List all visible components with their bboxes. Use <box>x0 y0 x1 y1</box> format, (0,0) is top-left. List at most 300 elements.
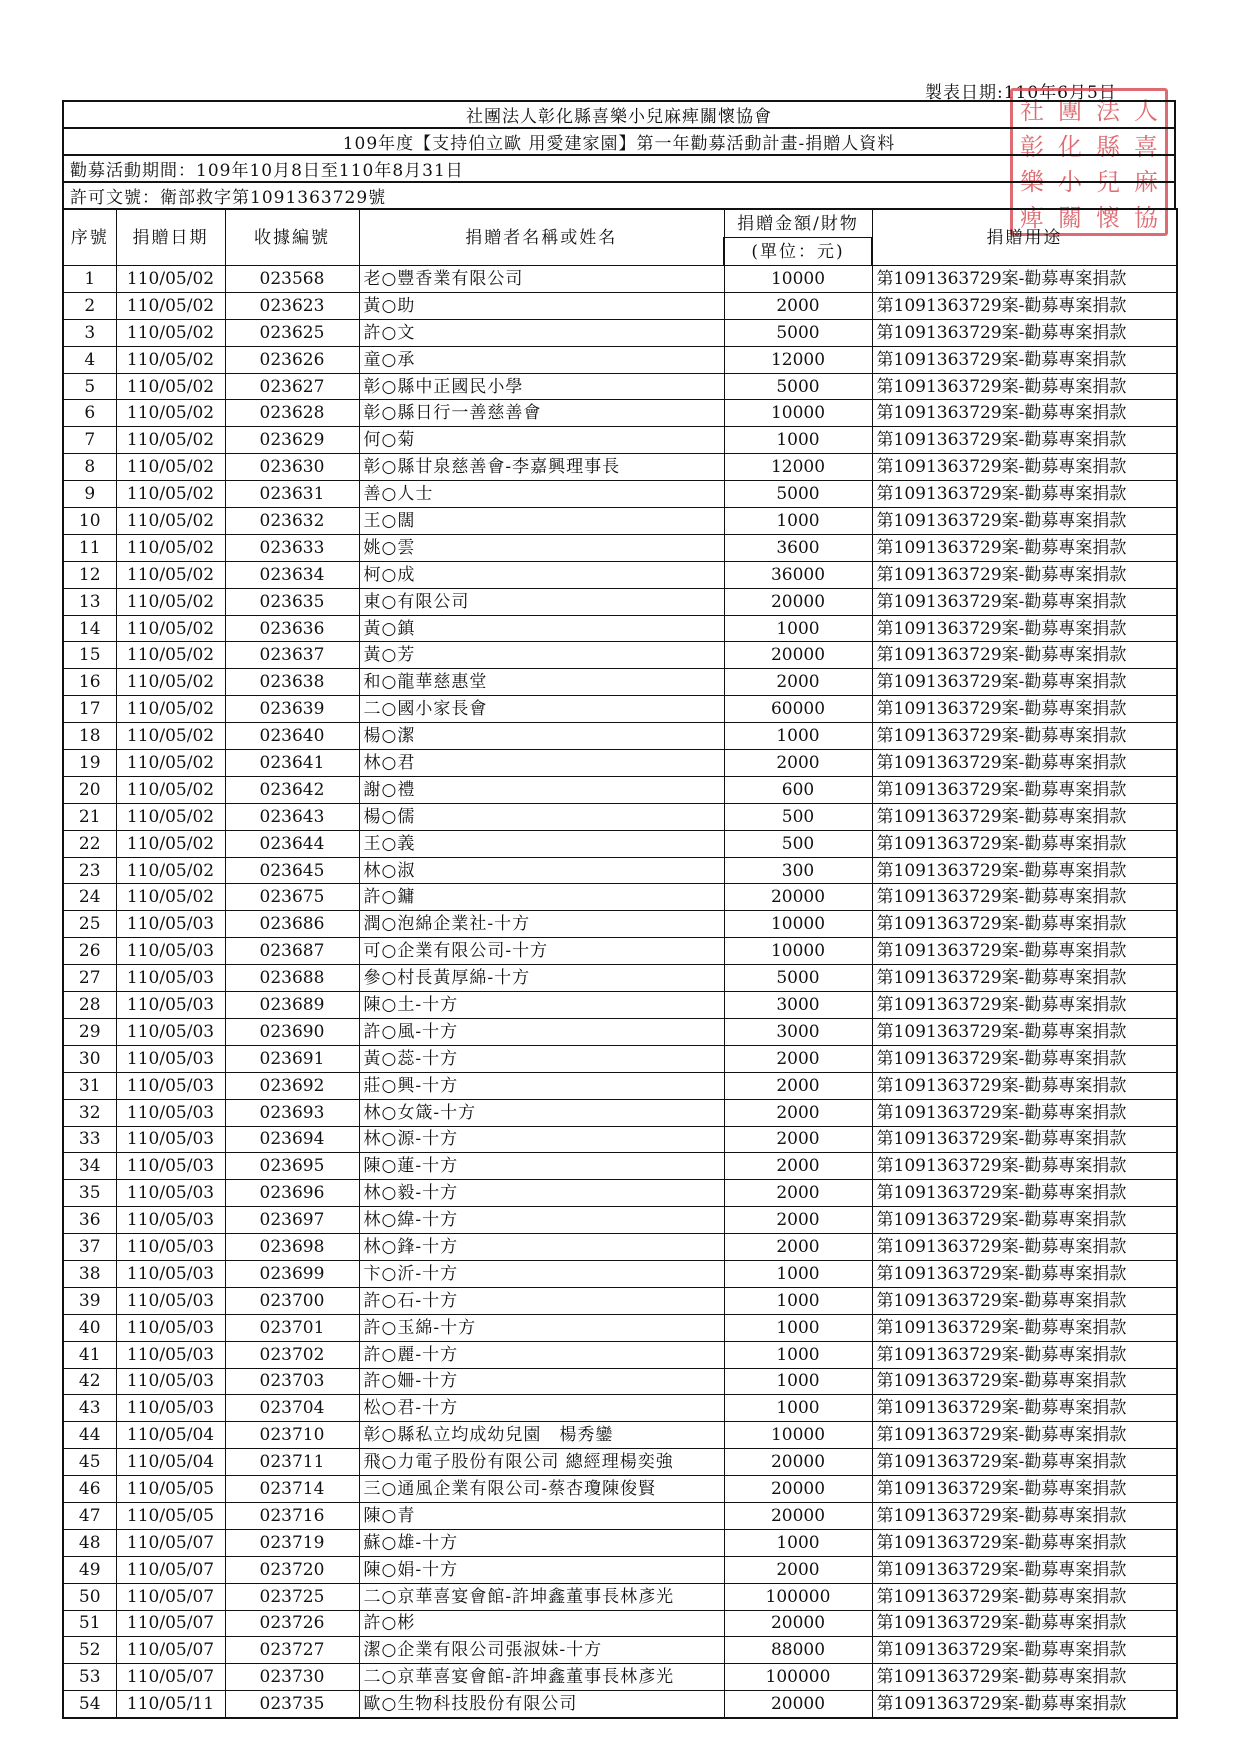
cell-seq: 47 <box>63 1502 116 1529</box>
cell-purpose: 第1091363729案-勸募專案捐款 <box>872 803 1177 830</box>
cell-amount: 2000 <box>724 1099 872 1126</box>
cell-seq: 7 <box>63 427 116 454</box>
table-row <box>63 481 1177 508</box>
seal-char: 關 <box>1058 203 1082 232</box>
cell-purpose: 第1091363729案-勸募專案捐款 <box>872 588 1177 615</box>
seal-char: 兒 <box>1096 168 1120 197</box>
cell-receipt: 023726 <box>225 1610 359 1637</box>
cell-seq: 50 <box>63 1583 116 1610</box>
cell-seq: 22 <box>63 830 116 857</box>
cell-date: 110/05/03 <box>116 965 225 992</box>
table-row <box>63 1368 1177 1395</box>
table-row <box>63 1691 1177 1718</box>
seal-char: 法 <box>1096 97 1120 126</box>
cell-seq: 42 <box>63 1368 116 1395</box>
cell-donor: 黃○助 <box>359 292 724 319</box>
header-amount: 捐贈金額/財物 <box>724 209 872 238</box>
cell-donor: 楊○儒 <box>359 803 724 830</box>
cell-receipt: 023710 <box>225 1422 359 1449</box>
cell-receipt: 023693 <box>225 1099 359 1126</box>
cell-date: 110/05/03 <box>116 1180 225 1207</box>
cell-receipt: 023690 <box>225 1018 359 1045</box>
cell-donor: 林○緯-十方 <box>359 1207 724 1234</box>
cell-date: 110/05/02 <box>116 669 225 696</box>
cell-purpose: 第1091363729案-勸募專案捐款 <box>872 830 1177 857</box>
cell-seq: 21 <box>63 803 116 830</box>
cell-date: 110/05/02 <box>116 830 225 857</box>
cell-donor: 黃○鎮 <box>359 615 724 642</box>
header-seq: 序號 <box>63 209 116 266</box>
table-row <box>63 454 1177 481</box>
cell-amount: 3000 <box>724 992 872 1019</box>
table-row <box>63 561 1177 588</box>
cell-seq: 27 <box>63 965 116 992</box>
table-row <box>63 1045 1177 1072</box>
cell-purpose: 第1091363729案-勸募專案捐款 <box>872 1502 1177 1529</box>
cell-donor: 參○村長黃厚綿-十方 <box>359 965 724 992</box>
cell-purpose: 第1091363729案-勸募專案捐款 <box>872 857 1177 884</box>
cell-receipt: 023639 <box>225 696 359 723</box>
cell-seq: 38 <box>63 1260 116 1287</box>
cell-date: 110/05/04 <box>116 1449 225 1476</box>
cell-purpose: 第1091363729案-勸募專案捐款 <box>872 319 1177 346</box>
cell-amount: 5000 <box>724 481 872 508</box>
cell-date: 110/05/02 <box>116 346 225 373</box>
cell-date: 110/05/02 <box>116 803 225 830</box>
cell-receipt: 023633 <box>225 534 359 561</box>
cell-seq: 37 <box>63 1234 116 1261</box>
cell-purpose: 第1091363729案-勸募專案捐款 <box>872 1637 1177 1664</box>
cell-purpose: 第1091363729案-勸募專案捐款 <box>872 427 1177 454</box>
cell-date: 110/05/02 <box>116 750 225 777</box>
cell-seq: 13 <box>63 588 116 615</box>
cell-seq: 5 <box>63 373 116 400</box>
cell-date: 110/05/07 <box>116 1556 225 1583</box>
cell-amount: 1000 <box>724 1395 872 1422</box>
cell-receipt: 023635 <box>225 588 359 615</box>
cell-date: 110/05/03 <box>116 1287 225 1314</box>
cell-purpose: 第1091363729案-勸募專案捐款 <box>872 1234 1177 1261</box>
table-row <box>63 830 1177 857</box>
table-row <box>63 1502 1177 1529</box>
cell-purpose: 第1091363729案-勸募專案捐款 <box>872 1664 1177 1691</box>
cell-date: 110/05/05 <box>116 1502 225 1529</box>
cell-seq: 11 <box>63 534 116 561</box>
cell-date: 110/05/07 <box>116 1529 225 1556</box>
cell-purpose: 第1091363729案-勸募專案捐款 <box>872 1529 1177 1556</box>
cell-donor: 和○龍華慈惠堂 <box>359 669 724 696</box>
cell-date: 110/05/03 <box>116 1314 225 1341</box>
cell-receipt: 023628 <box>225 400 359 427</box>
cell-amount: 10000 <box>724 266 872 293</box>
cell-date: 110/05/03 <box>116 1126 225 1153</box>
table-row <box>63 1099 1177 1126</box>
cell-receipt: 023636 <box>225 615 359 642</box>
cell-amount: 2000 <box>724 669 872 696</box>
table-row <box>63 1234 1177 1261</box>
table-row <box>63 803 1177 830</box>
cell-donor: 陳○蓮-十方 <box>359 1153 724 1180</box>
cell-amount: 20000 <box>724 1502 872 1529</box>
seal-char: 彰 <box>1020 132 1044 161</box>
cell-seq: 23 <box>63 857 116 884</box>
cell-receipt: 023701 <box>225 1314 359 1341</box>
cell-amount: 20000 <box>724 588 872 615</box>
cell-purpose: 第1091363729案-勸募專案捐款 <box>872 723 1177 750</box>
cell-seq: 10 <box>63 508 116 535</box>
table-row <box>63 1476 1177 1503</box>
cell-amount: 10000 <box>724 400 872 427</box>
seal-char: 麻 <box>1134 168 1158 197</box>
table-row <box>63 642 1177 669</box>
cell-receipt: 023625 <box>225 319 359 346</box>
cell-receipt: 023704 <box>225 1395 359 1422</box>
cell-receipt: 023623 <box>225 292 359 319</box>
cell-seq: 41 <box>63 1341 116 1368</box>
cell-receipt: 023702 <box>225 1341 359 1368</box>
table-row <box>63 1314 1177 1341</box>
cell-donor: 童○承 <box>359 346 724 373</box>
cell-receipt: 023640 <box>225 723 359 750</box>
table-row <box>63 615 1177 642</box>
cell-date: 110/05/02 <box>116 266 225 293</box>
cell-receipt: 023716 <box>225 1502 359 1529</box>
cell-date: 110/05/02 <box>116 400 225 427</box>
cell-amount: 12000 <box>724 346 872 373</box>
cell-seq: 40 <box>63 1314 116 1341</box>
cell-receipt: 023675 <box>225 884 359 911</box>
donor-table <box>62 208 1178 1719</box>
document-header <box>62 100 1176 208</box>
table-row <box>63 534 1177 561</box>
table-row <box>63 992 1177 1019</box>
cell-receipt: 023694 <box>225 1126 359 1153</box>
cell-amount: 60000 <box>724 696 872 723</box>
cell-receipt: 023695 <box>225 1153 359 1180</box>
cell-receipt: 023727 <box>225 1637 359 1664</box>
table-row <box>63 1422 1177 1449</box>
cell-seq: 4 <box>63 346 116 373</box>
cell-date: 110/05/03 <box>116 1099 225 1126</box>
cell-receipt: 023691 <box>225 1045 359 1072</box>
cell-seq: 46 <box>63 1476 116 1503</box>
cell-purpose: 第1091363729案-勸募專案捐款 <box>872 1610 1177 1637</box>
cell-donor: 松○君-十方 <box>359 1395 724 1422</box>
cell-donor: 林○君 <box>359 750 724 777</box>
cell-seq: 25 <box>63 911 116 938</box>
cell-date: 110/05/02 <box>116 454 225 481</box>
cell-donor: 陳○土-十方 <box>359 992 724 1019</box>
cell-seq: 36 <box>63 1207 116 1234</box>
cell-donor: 潤○泡綿企業社-十方 <box>359 911 724 938</box>
table-row <box>63 1556 1177 1583</box>
cell-donor: 王○闊 <box>359 508 724 535</box>
fundraising-period: 勸募活動期間：109年10月8日至110年8月31日 <box>62 154 1176 181</box>
cell-receipt: 023730 <box>225 1664 359 1691</box>
cell-date: 110/05/02 <box>116 534 225 561</box>
made-date: 製表日期:110年6月5日 <box>925 83 1117 103</box>
cell-seq: 19 <box>63 750 116 777</box>
cell-donor: 許○鏞 <box>359 884 724 911</box>
table-row <box>63 400 1177 427</box>
table-row <box>63 750 1177 777</box>
cell-purpose: 第1091363729案-勸募專案捐款 <box>872 1691 1177 1718</box>
cell-seq: 3 <box>63 319 116 346</box>
cell-amount: 500 <box>724 830 872 857</box>
cell-date: 110/05/02 <box>116 615 225 642</box>
cell-receipt: 023632 <box>225 508 359 535</box>
cell-seq: 34 <box>63 1153 116 1180</box>
cell-seq: 30 <box>63 1045 116 1072</box>
cell-seq: 39 <box>63 1287 116 1314</box>
cell-receipt: 023700 <box>225 1287 359 1314</box>
cell-donor: 許○石-十方 <box>359 1287 724 1314</box>
cell-amount: 500 <box>724 803 872 830</box>
cell-purpose: 第1091363729案-勸募專案捐款 <box>872 1314 1177 1341</box>
cell-purpose: 第1091363729案-勸募專案捐款 <box>872 534 1177 561</box>
seal-char: 化 <box>1058 132 1082 161</box>
cell-donor: 二○國小家長會 <box>359 696 724 723</box>
cell-donor: 林○源-十方 <box>359 1126 724 1153</box>
cell-date: 110/05/02 <box>116 481 225 508</box>
cell-purpose: 第1091363729案-勸募專案捐款 <box>872 1180 1177 1207</box>
table-row <box>63 1018 1177 1045</box>
table-row <box>63 1529 1177 1556</box>
cell-donor: 二○京華喜宴會館-許坤鑫董事長林彥光 <box>359 1583 724 1610</box>
cell-seq: 43 <box>63 1395 116 1422</box>
cell-purpose: 第1091363729案-勸募專案捐款 <box>872 965 1177 992</box>
cell-amount: 1000 <box>724 1341 872 1368</box>
cell-receipt: 023711 <box>225 1449 359 1476</box>
table-row <box>63 1072 1177 1099</box>
cell-receipt: 023703 <box>225 1368 359 1395</box>
cell-receipt: 023692 <box>225 1072 359 1099</box>
cell-amount: 10000 <box>724 938 872 965</box>
cell-receipt: 023735 <box>225 1691 359 1718</box>
cell-donor: 彰○縣日行一善慈善會 <box>359 400 724 427</box>
cell-donor: 許○姍-十方 <box>359 1368 724 1395</box>
cell-donor: 二○京華喜宴會館-許坤鑫董事長林彥光 <box>359 1664 724 1691</box>
cell-purpose: 第1091363729案-勸募專案捐款 <box>872 1368 1177 1395</box>
cell-date: 110/05/03 <box>116 1153 225 1180</box>
cell-donor: 黃○蕊-十方 <box>359 1045 724 1072</box>
cell-donor: 許○玉綿-十方 <box>359 1314 724 1341</box>
cell-seq: 6 <box>63 400 116 427</box>
cell-donor: 歐○生物科技股份有限公司 <box>359 1691 724 1718</box>
cell-receipt: 023637 <box>225 642 359 669</box>
table-row <box>63 1610 1177 1637</box>
header-date: 捐贈日期 <box>116 209 225 266</box>
cell-amount: 2000 <box>724 1180 872 1207</box>
cell-amount: 1000 <box>724 1287 872 1314</box>
cell-donor: 陳○娟-十方 <box>359 1556 724 1583</box>
cell-purpose: 第1091363729案-勸募專案捐款 <box>872 1583 1177 1610</box>
table-row <box>63 1583 1177 1610</box>
cell-amount: 5000 <box>724 319 872 346</box>
seal-char: 小 <box>1058 168 1082 197</box>
cell-purpose: 第1091363729案-勸募專案捐款 <box>872 1422 1177 1449</box>
cell-receipt: 023629 <box>225 427 359 454</box>
cell-date: 110/05/02 <box>116 319 225 346</box>
cell-date: 110/05/02 <box>116 776 225 803</box>
cell-receipt: 023631 <box>225 481 359 508</box>
cell-seq: 2 <box>63 292 116 319</box>
cell-donor: 柯○成 <box>359 561 724 588</box>
cell-date: 110/05/03 <box>116 1018 225 1045</box>
cell-donor: 許○麗-十方 <box>359 1341 724 1368</box>
cell-purpose: 第1091363729案-勸募專案捐款 <box>872 373 1177 400</box>
cell-donor: 莊○興-十方 <box>359 1072 724 1099</box>
cell-donor: 彰○縣中正國民小學 <box>359 373 724 400</box>
cell-amount: 20000 <box>724 1476 872 1503</box>
cell-amount: 10000 <box>724 1422 872 1449</box>
cell-date: 110/05/03 <box>116 1207 225 1234</box>
cell-purpose: 第1091363729案-勸募專案捐款 <box>872 1476 1177 1503</box>
seal-char: 協 <box>1134 203 1158 232</box>
table-row <box>63 1664 1177 1691</box>
cell-purpose: 第1091363729案-勸募專案捐款 <box>872 481 1177 508</box>
cell-seq: 52 <box>63 1637 116 1664</box>
cell-amount: 1000 <box>724 1314 872 1341</box>
cell-date: 110/05/07 <box>116 1583 225 1610</box>
table-row <box>63 938 1177 965</box>
cell-receipt: 023568 <box>225 266 359 293</box>
cell-amount: 1000 <box>724 1368 872 1395</box>
cell-donor: 善○人士 <box>359 481 724 508</box>
cell-seq: 9 <box>63 481 116 508</box>
cell-seq: 44 <box>63 1422 116 1449</box>
table-header-row <box>63 209 1177 238</box>
cell-amount: 300 <box>724 857 872 884</box>
cell-seq: 18 <box>63 723 116 750</box>
cell-amount: 2000 <box>724 292 872 319</box>
cell-amount: 2000 <box>724 1072 872 1099</box>
table-row <box>63 427 1177 454</box>
cell-donor: 東○有限公司 <box>359 588 724 615</box>
cell-donor: 王○義 <box>359 830 724 857</box>
cell-amount: 1000 <box>724 508 872 535</box>
cell-donor: 許○彬 <box>359 1610 724 1637</box>
cell-receipt: 023719 <box>225 1529 359 1556</box>
cell-amount: 1000 <box>724 615 872 642</box>
cell-purpose: 第1091363729案-勸募專案捐款 <box>872 1287 1177 1314</box>
cell-seq: 14 <box>63 615 116 642</box>
cell-purpose: 第1091363729案-勸募專案捐款 <box>872 1018 1177 1045</box>
cell-purpose: 第1091363729案-勸募專案捐款 <box>872 1395 1177 1422</box>
cell-purpose: 第1091363729案-勸募專案捐款 <box>872 1449 1177 1476</box>
cell-seq: 28 <box>63 992 116 1019</box>
cell-receipt: 023689 <box>225 992 359 1019</box>
cell-purpose: 第1091363729案-勸募專案捐款 <box>872 1126 1177 1153</box>
cell-donor: 楊○潔 <box>359 723 724 750</box>
cell-receipt: 023641 <box>225 750 359 777</box>
cell-date: 110/05/02 <box>116 373 225 400</box>
cell-purpose: 第1091363729案-勸募專案捐款 <box>872 400 1177 427</box>
cell-donor: 三○通風企業有限公司-蔡杏瓊陳俊賢 <box>359 1476 724 1503</box>
cell-donor: 卞○沂-十方 <box>359 1260 724 1287</box>
cell-amount: 2000 <box>724 750 872 777</box>
cell-date: 110/05/03 <box>116 1368 225 1395</box>
cell-seq: 35 <box>63 1180 116 1207</box>
table-row <box>63 588 1177 615</box>
cell-purpose: 第1091363729案-勸募專案捐款 <box>872 750 1177 777</box>
table-row <box>63 346 1177 373</box>
table-row <box>63 723 1177 750</box>
header-donor: 捐贈者名稱或姓名 <box>359 209 724 266</box>
cell-purpose: 第1091363729案-勸募專案捐款 <box>872 292 1177 319</box>
cell-seq: 16 <box>63 669 116 696</box>
cell-donor: 林○鋒-十方 <box>359 1234 724 1261</box>
seal-char: 喜 <box>1134 132 1158 161</box>
cell-date: 110/05/11 <box>116 1691 225 1718</box>
cell-date: 110/05/03 <box>116 1072 225 1099</box>
table-row <box>63 1449 1177 1476</box>
cell-receipt: 023698 <box>225 1234 359 1261</box>
cell-purpose: 第1091363729案-勸募專案捐款 <box>872 696 1177 723</box>
cell-purpose: 第1091363729案-勸募專案捐款 <box>872 508 1177 535</box>
cell-amount: 88000 <box>724 1637 872 1664</box>
cell-receipt: 023638 <box>225 669 359 696</box>
cell-seq: 49 <box>63 1556 116 1583</box>
table-row <box>63 696 1177 723</box>
cell-donor: 飛○力電子股份有限公司 總經理楊奕強 <box>359 1449 724 1476</box>
cell-donor: 謝○禮 <box>359 776 724 803</box>
cell-amount: 100000 <box>724 1664 872 1691</box>
seal-char: 懷 <box>1096 203 1120 232</box>
cell-amount: 2000 <box>724 1234 872 1261</box>
cell-seq: 12 <box>63 561 116 588</box>
cell-donor: 彰○縣甘泉慈善會-李嘉興理事長 <box>359 454 724 481</box>
cell-date: 110/05/02 <box>116 696 225 723</box>
cell-date: 110/05/07 <box>116 1610 225 1637</box>
cell-amount: 20000 <box>724 642 872 669</box>
cell-seq: 32 <box>63 1099 116 1126</box>
table-row <box>63 884 1177 911</box>
cell-purpose: 第1091363729案-勸募專案捐款 <box>872 1556 1177 1583</box>
cell-amount: 2000 <box>724 1045 872 1072</box>
cell-purpose: 第1091363729案-勸募專案捐款 <box>872 1260 1177 1287</box>
table-row <box>63 373 1177 400</box>
cell-date: 110/05/02 <box>116 292 225 319</box>
cell-purpose: 第1091363729案-勸募專案捐款 <box>872 1072 1177 1099</box>
cell-donor: 黃○芳 <box>359 642 724 669</box>
cell-purpose: 第1091363729案-勸募專案捐款 <box>872 1207 1177 1234</box>
cell-receipt: 023642 <box>225 776 359 803</box>
cell-purpose: 第1091363729案-勸募專案捐款 <box>872 1045 1177 1072</box>
cell-receipt: 023630 <box>225 454 359 481</box>
cell-donor: 許○風-十方 <box>359 1018 724 1045</box>
cell-amount: 2000 <box>724 1153 872 1180</box>
cell-amount: 1000 <box>724 1529 872 1556</box>
cell-date: 110/05/05 <box>116 1476 225 1503</box>
cell-purpose: 第1091363729案-勸募專案捐款 <box>872 938 1177 965</box>
cell-date: 110/05/04 <box>116 1422 225 1449</box>
cell-date: 110/05/03 <box>116 1395 225 1422</box>
table-row <box>63 1637 1177 1664</box>
cell-purpose: 第1091363729案-勸募專案捐款 <box>872 346 1177 373</box>
table-row <box>63 508 1177 535</box>
cell-donor: 潔○企業有限公司張淑妹-十方 <box>359 1637 724 1664</box>
cell-receipt: 023644 <box>225 830 359 857</box>
cell-amount: 1000 <box>724 427 872 454</box>
cell-purpose: 第1091363729案-勸募專案捐款 <box>872 1153 1177 1180</box>
cell-date: 110/05/02 <box>116 588 225 615</box>
header-amount-unit: (單位：元) <box>724 238 872 266</box>
cell-donor: 可○企業有限公司-十方 <box>359 938 724 965</box>
cell-amount: 1000 <box>724 1260 872 1287</box>
seal-char: 樂 <box>1020 168 1044 197</box>
cell-amount: 20000 <box>724 884 872 911</box>
